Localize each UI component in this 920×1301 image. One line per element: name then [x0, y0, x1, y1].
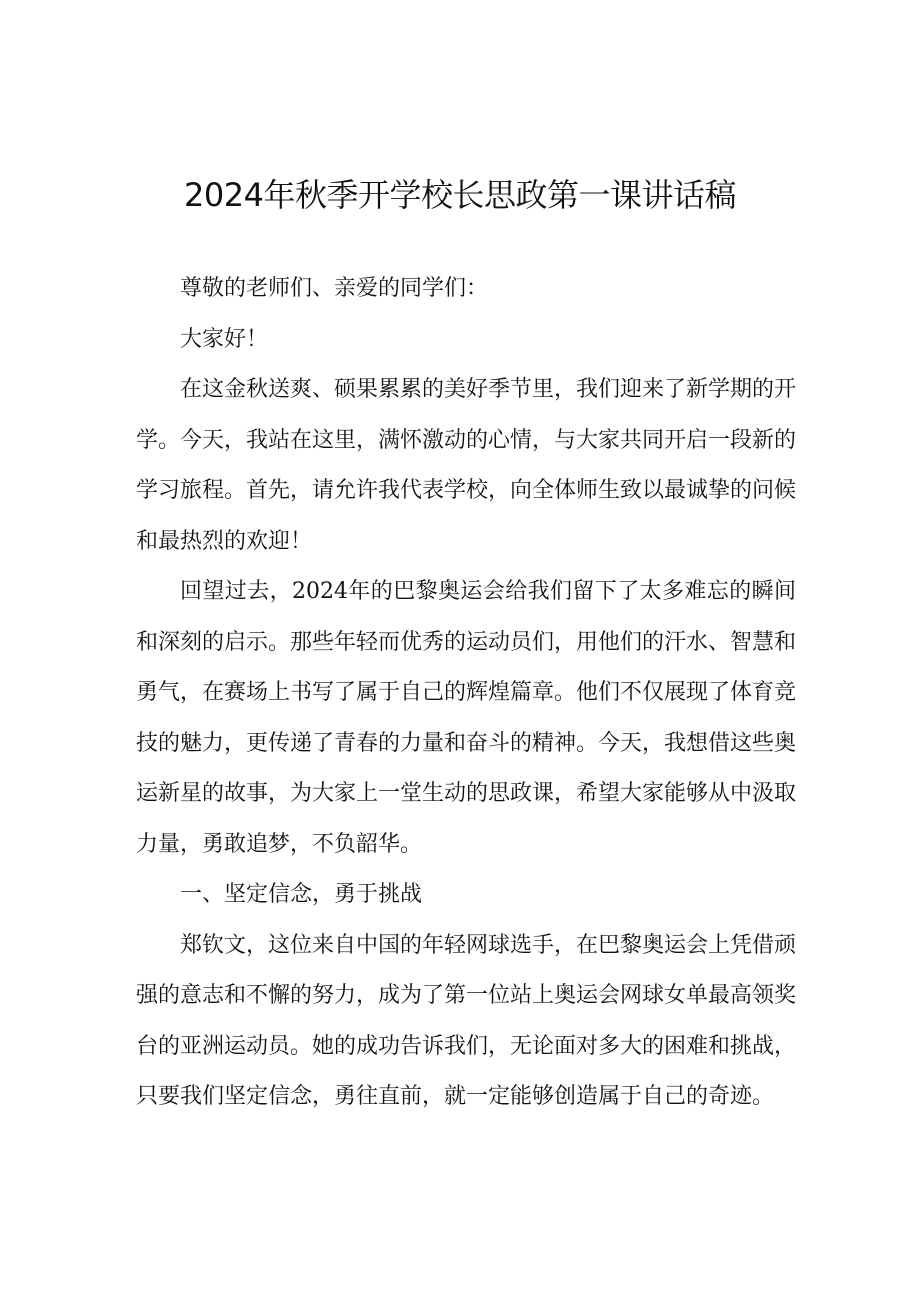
- section-paragraph: 郑钦文，这位来自中国的年轻网球选手，在巴黎奥运会上凭借顽强的意志和不懈的努力，成为了第一位站上奥运会网球女单最高领奖台的亚洲运动员。她的成功告诉我们，无论面对多大的困难和挑战，只要我们坚定信念，勇往直前，就一定能够创造属于自己的奇迹。: [136, 932, 797, 1109]
- paragraph: 回望过去，2024年的巴黎奥运会给我们留下了太多难忘的瞬间和深刻的启示。那些年轻而优秀的运动员们，用他们的汗水、智慧和勇气，在赛场上书写了属于自己的辉煌篇章。他们不仅展现了体育竞技的魅力，更传递了青春的力量和奋斗的精神。今天，我想借这些奥运新星的故事，为大家上一堂生动的思政课，希望大家能够从中汲取力量，勇敢追梦，不负韶华。: [136, 579, 797, 857]
- section-heading: 一、坚定信念，勇于挑战: [180, 882, 423, 907]
- paragraph: 在这金秋送爽、硕果累累的美好季节里，我们迎来了新学期的开学。今天，我站在这里，满怀激动的心情，与大家共同开启一段新的学习旅程。首先，请允许我代表学校，向全体师生致以最诚挚的问候和最热烈的欢迎！: [136, 377, 797, 554]
- document-title: 2024年秋季开学校长思政第一课讲话稿: [184, 176, 736, 214]
- document-body: [136, 264, 796, 1123]
- greeting: 尊敬的老师们、亲爱的同学们：: [180, 276, 489, 301]
- salutation: 大家好！: [180, 326, 269, 352]
